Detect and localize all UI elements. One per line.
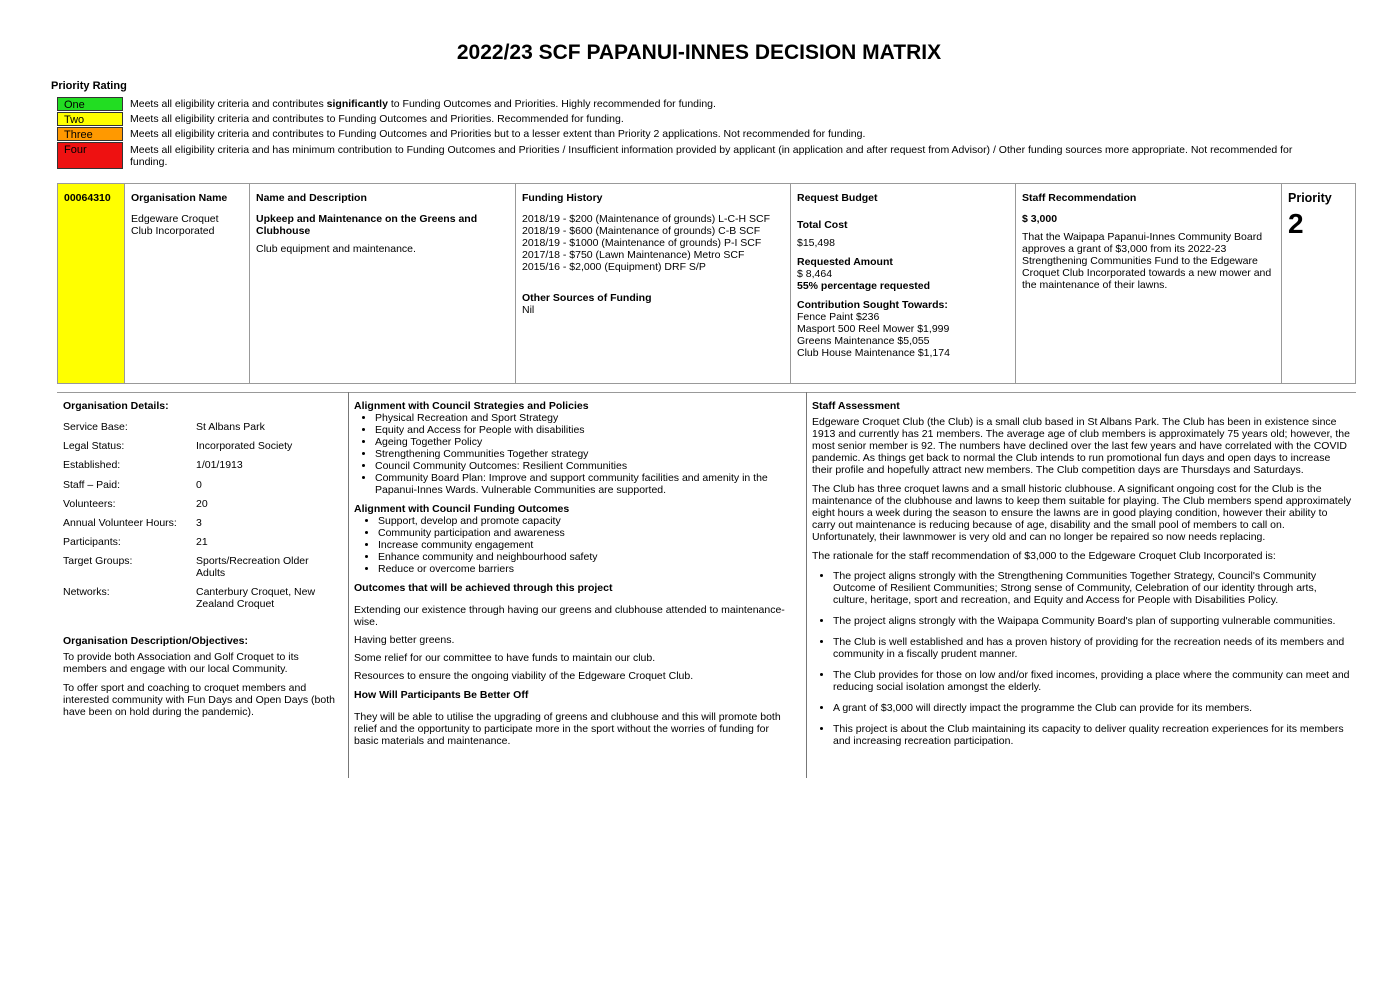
detail-row: Volunteers: 20	[63, 497, 208, 510]
outcome-paragraph: Resources to ensure the ongoing viability of the Edgeware Croquet Club.	[354, 670, 694, 682]
list-item: • Support, develop and promote capacity	[378, 515, 794, 527]
detail-row: Established: 1/01/1913	[63, 459, 243, 472]
detail-row: Staff – Paid: 0	[63, 478, 202, 491]
staff-assessment-panel	[812, 392, 1352, 756]
priority-swatch-two: Two	[57, 112, 123, 126]
list-item: • Equity and Access for People with disabilities	[375, 424, 794, 436]
funding-history-item: 2017/18 - $750 (Lawn Maintenance) Metro SCF	[522, 249, 745, 261]
staff-recommendation-cell	[1016, 184, 1282, 383]
contribution-item: Masport 500 Reel Mower $1,999	[797, 323, 950, 335]
list-item: • Community Board Plan: Improve and support community facilities and amenity in the Papanui-Innes Wards. Vulnerable Communities are supported.	[375, 472, 794, 496]
list-item: • The project aligns strongly with the Waipapa Community Board's plan of supporting vulnerable communities.	[833, 615, 1352, 627]
priority-desc-one: Meets all eligibility criteria and contributes significantly to Funding Outcomes and Priorities. Highly recommended for funding.	[130, 98, 716, 110]
contribution-item: Club House Maintenance $1,174	[797, 347, 950, 359]
list-item: • Ageing Together Policy	[375, 436, 794, 448]
project-name: Upkeep and Maintenance on the Greens and Clubhouse	[256, 213, 478, 237]
list-item: • This project is about the Club maintaining its capacity to deliver quality recreation experiences for its members and increasing recreation participation.	[833, 723, 1352, 747]
requested-amount-label: Requested Amount	[797, 256, 893, 268]
org-name-heading: Organisation Name	[131, 192, 228, 204]
funding-history-item: 2018/19 - $600 (Maintenance of grounds) C-B SCF	[522, 225, 761, 237]
name-description-cell	[250, 184, 516, 383]
contribution-item: Fence Paint $236	[797, 311, 880, 323]
assessment-bullets	[812, 570, 1352, 747]
list-item: • The project aligns strongly with the Strengthening Communities Together Strategy, Council's Community Outcome of Resilient Communities; Strong sense of Community, Celebration of our identity through arts, culture, heritage, sport and recreation, and Equity and Access for People with Disabilities Policy.	[833, 570, 1352, 606]
percentage-requested: 55% percentage requested	[797, 280, 931, 292]
funding-outcomes-heading: Alignment with Council Funding Outcomes	[354, 503, 570, 515]
org-details-heading: Organisation Details:	[63, 400, 169, 412]
funding-history-item: 2015/16 - $2,000 (Equipment) DRF S/P	[522, 261, 706, 273]
list-item: • Enhance community and neighbourhood safety	[378, 551, 794, 563]
priority-desc-four: Meets all eligibility criteria and has minimum contribution to Funding Outcomes and Priorities / Insufficient information provided by applicant (in application and after request from Advisor) / Other funding sources more appropriate. Not recommended for funding.	[130, 144, 1293, 168]
request-budget-heading: Request Budget	[797, 192, 878, 204]
participants-text: They will be able to utilise the upgrading of greens and clubhouse and this will promote both relief and the opportunity to participate more in the sport without the worries of funding for basic materials and maintenance.	[354, 711, 781, 747]
funding-history-heading: Funding History	[522, 192, 603, 204]
outcome-paragraph: Having better greens.	[354, 634, 455, 646]
staff-recommendation-text: That the Waipapa Papanui-Innes Community Board approves a grant of $3,000 from its 2022-23 Strengthening Communities Fund to the Edgeware Croquet Club Incorporated towards a new mower and the maintenance of their lawns.	[1022, 231, 1272, 291]
priority-swatch-three: Three	[57, 127, 123, 141]
staff-assessment-heading: Staff Assessment	[812, 400, 900, 412]
org-name-cell	[125, 184, 250, 383]
priority-swatch-one: One	[57, 97, 123, 111]
list-item: • The Club is well established and has a proven history of providing for the recreation needs of its members and community in a fiscally prudent manner.	[833, 636, 1352, 660]
outcome-paragraph: Some relief for our committee to have funds to maintain our club.	[354, 652, 656, 664]
requested-amount-value: $ 8,464	[797, 268, 833, 280]
other-sources-heading: Other Sources of Funding	[522, 292, 652, 304]
funding-history-cell	[516, 184, 791, 383]
priority-rating-heading: Priority Rating	[51, 80, 127, 92]
priority-value: 2	[1288, 208, 1304, 239]
org-description-heading: Organisation Description/Objectives:	[63, 635, 248, 648]
list-item: • A grant of $3,000 will directly impact the programme the Club can provide for its members.	[833, 702, 1352, 714]
alignment-panel	[354, 392, 794, 747]
org-name: Edgeware Croquet Club Incorporated	[131, 213, 219, 237]
name-description-heading: Name and Description	[256, 192, 367, 204]
total-cost-label: Total Cost	[797, 219, 848, 231]
decision-matrix-row	[57, 183, 1356, 384]
participants-heading: How Will Participants Be Better Off	[354, 689, 529, 701]
org-description-paragraph: To provide both Association and Golf Croquet to its members and engage with our local Community.	[63, 651, 299, 676]
funding-history-item: 2018/19 - $1000 (Maintenance of grounds) P-I SCF	[522, 237, 762, 249]
strategies-heading: Alignment with Council Strategies and Policies	[354, 400, 589, 412]
strategies-list	[354, 412, 794, 496]
list-item: • Physical Recreation and Sport Strategy	[375, 412, 794, 424]
priority-swatch-four: Four	[57, 142, 123, 169]
contribution-item: Greens Maintenance $5,055	[797, 335, 930, 347]
staff-recommendation-amount: $ 3,000	[1022, 213, 1058, 225]
funding-outcomes-list	[354, 515, 794, 575]
assessment-paragraph: Edgeware Croquet Club (the Club) is a small club based in St Albans Park. The Club has been in existence since 1913 and currently has 21 members. The average age of club members is approximately 75 years old; however, the most senior member is 92. The numbers have declined over the last few years and have correlated with the COVID pandemic. As things get back to normal the Club intends to run promotional fun days and open days to increase their profile and hopefully attract new members. The Club competition days are Thursdays and Saturdays.	[812, 416, 1350, 476]
organisation-details-panel	[63, 392, 343, 718]
priority-desc-three: Meets all eligibility criteria and contributes to Funding Outcomes and Priorities but to a lesser extent than Priority 2 applications. Not recommended for funding.	[130, 128, 866, 140]
detail-row: Annual Volunteer Hours: 3	[63, 516, 202, 529]
priority-cell	[1282, 184, 1355, 383]
org-description-paragraph: To offer sport and coaching to croquet members and interested community with Fun Days and Open Days (both have been on hold during the pandemic).	[63, 682, 335, 719]
contribution-heading: Contribution Sought Towards:	[797, 299, 948, 311]
priority-heading: Priority	[1288, 191, 1332, 205]
application-id: 00064310	[64, 192, 111, 204]
staff-recommendation-heading: Staff Recommendation	[1022, 192, 1137, 204]
detail-row: Legal Status: Incorporated Society	[63, 440, 293, 453]
request-budget-cell	[791, 184, 1016, 383]
list-item: • Reduce or overcome barriers	[378, 563, 794, 575]
detail-row: Target Groups: Sports/Recreation Older Adults	[63, 555, 309, 580]
detail-row: Service Base: St Albans Park	[63, 421, 265, 433]
outcomes-heading: Outcomes that will be achieved through this project	[354, 582, 613, 594]
detail-row: Participants: 21	[63, 536, 208, 549]
list-item: • Increase community engagement	[378, 539, 794, 551]
list-item: • Strengthening Communities Together strategy	[375, 448, 794, 460]
list-item: • Community participation and awareness	[378, 527, 794, 539]
application-id-cell	[58, 184, 125, 383]
assessment-paragraph: The rationale for the staff recommendation of $3,000 to the Edgeware Croquet Club Incorporated is:	[812, 550, 1276, 562]
list-item: • Council Community Outcomes: Resilient Communities	[375, 460, 794, 472]
detail-row: Networks: Canterbury Croquet, New Zealand Croquet	[63, 586, 316, 611]
list-item: • The Club provides for those on low and/or fixed incomes, providing a place where the community can meet and reducing social isolation amongst the elderly.	[833, 669, 1352, 693]
other-sources-value: Nil	[522, 304, 535, 316]
priority-desc-two: Meets all eligibility criteria and contributes to Funding Outcomes and Priorities. Recommended for funding.	[130, 113, 624, 125]
outcome-paragraph: Extending our existence through having our greens and clubhouse attended to maintenance-wise.	[354, 604, 785, 628]
funding-history-item: 2018/19 - $200 (Maintenance of grounds) L-C-H SCF	[522, 213, 771, 225]
project-description: Club equipment and maintenance.	[256, 243, 416, 255]
assessment-paragraph: The Club has three croquet lawns and a small historic clubhouse. A significant ongoing cost for the Club is the maintenance of the clubhouse and lawns to keep them suitable for playing. The Club members spend approximately eight hours a week during the season to ensure the lawns are in good playing condition, however their ability to carry out maintenance is reducing because of age, disability and the small pool of members to call on. Unfortunately, their lawnmower is very old and can no longer be repaired so now needs replacing.	[812, 483, 1352, 543]
page-title: 2022/23 SCF PAPANUI-INNES DECISION MATRIX	[456, 41, 942, 64]
total-cost-value: $15,498	[797, 237, 835, 249]
